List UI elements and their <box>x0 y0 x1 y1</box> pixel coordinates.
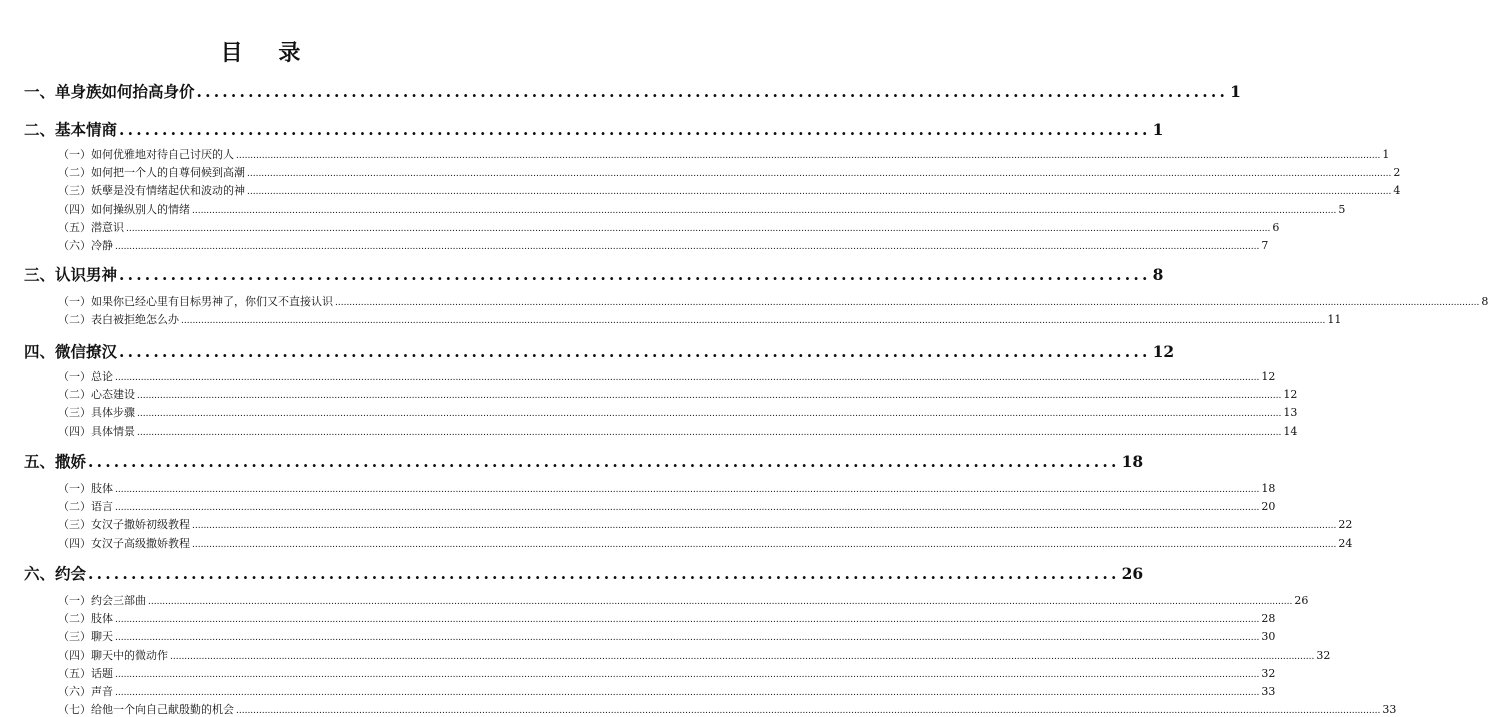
toc-subsection-entry[interactable] <box>58 311 1342 327</box>
toc-subsection-entry[interactable] <box>58 201 1346 217</box>
dot-leader: ................................................................................................................................................................................................................................................................................................................................................................................................................ <box>192 540 1337 550</box>
toc-subsection-entry-label: （二）语言 <box>58 500 113 513</box>
toc-subsection-entry-page-number: 7 <box>1261 239 1269 252</box>
toc-subsection-entry[interactable] <box>58 516 1353 532</box>
toc-subsection-entry-label: （五）潜意识 <box>58 221 124 234</box>
dot-leader: ................................................................................................................................................................................................................................................................................................................................................................................................................ <box>126 224 1271 234</box>
toc-subsection-entry[interactable] <box>58 683 1276 699</box>
dot-leader: ................................................................................................................................................................................................................................................................................................................................................................................................................ <box>247 169 1392 179</box>
toc-section-entry[interactable] <box>24 80 1241 102</box>
toc-subsection-entry-label: （一）如果你已经心里有目标男神了，你们又不直接认识 <box>58 295 333 308</box>
dot-leader: ........................................................................................................................ <box>196 82 1229 101</box>
toc-section-entry[interactable] <box>24 263 1164 285</box>
toc-subsection-entry-label: （一）如何优雅地对待自己讨厌的人 <box>58 148 234 161</box>
toc-subsection-entry-page-number: 2 <box>1393 166 1401 179</box>
toc-subsection-entry-label: （五）话题 <box>58 667 113 680</box>
toc-subsection-entry-page-number: 11 <box>1327 313 1342 326</box>
toc-subsection-entry[interactable] <box>58 535 1353 551</box>
toc-subsection-entry[interactable] <box>58 368 1276 384</box>
dot-leader: ................................................................................................................................................................................................................................................................................................................................................................................................................ <box>115 485 1260 495</box>
toc-title: 目 录 <box>220 40 315 66</box>
dot-leader: ................................................................................................................................................................................................................................................................................................................................................................................................................ <box>115 615 1260 625</box>
toc-section-entry-label: 六、约会 <box>24 564 87 583</box>
toc-subsection-entry[interactable] <box>58 610 1276 626</box>
toc-subsection-entry[interactable] <box>58 404 1298 420</box>
toc-section-entry-page-number: 12 <box>1152 342 1175 361</box>
toc-section-entry[interactable] <box>24 562 1144 584</box>
toc-subsection-entry-page-number: 12 <box>1283 388 1298 401</box>
toc-section-entry-page-number: 8 <box>1152 265 1164 284</box>
toc-subsection-entry-page-number: 18 <box>1261 482 1276 495</box>
dot-leader: ................................................................................................................................................................................................................................................................................................................................................................................................................ <box>115 373 1260 383</box>
toc-section-entry-page-number: 1 <box>1230 82 1241 101</box>
toc-subsection-entry-page-number: 4 <box>1393 184 1401 197</box>
toc-subsection-entry-label: （二）表白被拒绝怎么办 <box>58 313 179 326</box>
toc-subsection-entry[interactable] <box>58 182 1401 198</box>
toc-subsection-entry-page-number: 32 <box>1261 667 1276 680</box>
toc-subsection-entry[interactable] <box>58 386 1298 402</box>
dot-leader: ................................................................................................................................................................................................................................................................................................................................................................................................................ <box>192 206 1337 216</box>
toc-subsection-entry-label: （四）聊天中的微动作 <box>58 649 168 662</box>
toc-subsection-entry-page-number: 24 <box>1338 537 1353 550</box>
toc-subsection-entry[interactable] <box>58 498 1276 514</box>
toc-subsection-entry[interactable] <box>58 237 1269 253</box>
toc-subsection-entry-label: （六）冷静 <box>58 239 113 252</box>
toc-subsection-entry-label: （四）女汉子高级撒娇教程 <box>58 537 190 550</box>
toc-subsection-entry-label: （一）约会三部曲 <box>58 594 146 607</box>
toc-section-entry-page-number: 1 <box>1152 120 1164 139</box>
toc-subsection-entry[interactable] <box>58 701 1397 717</box>
toc-section-entry[interactable] <box>24 450 1144 472</box>
toc-subsection-entry-label: （二）肢体 <box>58 612 113 625</box>
toc-subsection-entry-page-number: 8 <box>1481 295 1488 308</box>
dot-leader: ................................................................................................................................................................................................................................................................................................................................................................................................................ <box>115 670 1260 680</box>
toc-subsection-entry-label: （二）心态建设 <box>58 388 135 401</box>
dot-leader: ................................................................................................................................................................................................................................................................................................................................................................................................................ <box>236 706 1381 716</box>
dot-leader: ........................................................................................................................ <box>88 452 1120 471</box>
toc-subsection-entry[interactable] <box>58 146 1390 162</box>
toc-subsection-entry-page-number: 22 <box>1338 518 1353 531</box>
dot-leader: ........................................................................................................................ <box>119 120 1151 139</box>
toc-subsection-entry-page-number: 14 <box>1283 425 1298 438</box>
dot-leader: ................................................................................................................................................................................................................................................................................................................................................................................................................ <box>181 316 1326 326</box>
toc-section-entry-page-number: 26 <box>1121 564 1144 583</box>
toc-subsection-entry-page-number: 28 <box>1261 612 1276 625</box>
toc-section-entry-label: 一、单身族如何抬高身价 <box>24 82 195 101</box>
toc-subsection-entry-page-number: 5 <box>1338 203 1346 216</box>
toc-subsection-entry-page-number: 26 <box>1294 594 1309 607</box>
dot-leader: ................................................................................................................................................................................................................................................................................................................................................................................................................ <box>115 242 1260 252</box>
toc-section-entry-page-number: 18 <box>1121 452 1144 471</box>
toc-subsection-entry-label: （三）妖孽是没有情绪起伏和波动的神 <box>58 184 245 197</box>
toc-subsection-entry-label: （四）具体情景 <box>58 425 135 438</box>
toc-subsection-entry[interactable] <box>58 665 1276 681</box>
toc-subsection-entry-page-number: 33 <box>1382 703 1397 716</box>
toc-subsection-entry-page-number: 33 <box>1261 685 1276 698</box>
toc-section-entry-label: 三、认识男神 <box>24 265 118 284</box>
dot-leader: ................................................................................................................................................................................................................................................................................................................................................................................................................ <box>137 409 1282 419</box>
toc-subsection-entry-label: （六）声音 <box>58 685 113 698</box>
dot-leader: ................................................................................................................................................................................................................................................................................................................................................................................................................ <box>137 428 1282 438</box>
dot-leader: ........................................................................................................................ <box>88 564 1120 583</box>
toc-subsection-entry-page-number: 32 <box>1316 649 1331 662</box>
toc-subsection-entry-page-number: 12 <box>1261 370 1276 383</box>
toc-section-entry-label: 二、基本情商 <box>24 120 118 139</box>
toc-subsection-entry[interactable] <box>58 423 1298 439</box>
toc-subsection-entry-label: （二）如何把一个人的自尊伺候到高潮 <box>58 166 245 179</box>
toc-subsection-entry-label: （三）聊天 <box>58 630 113 643</box>
toc-subsection-entry[interactable] <box>58 293 1488 309</box>
toc-subsection-entry-page-number: 30 <box>1261 630 1276 643</box>
toc-subsection-entry-label: （一）肢体 <box>58 482 113 495</box>
toc-subsection-entry-page-number: 20 <box>1261 500 1276 513</box>
toc-subsection-entry-label: （一）总论 <box>58 370 113 383</box>
toc-subsection-entry[interactable] <box>58 647 1331 663</box>
dot-leader: ................................................................................................................................................................................................................................................................................................................................................................................................................ <box>115 503 1260 513</box>
dot-leader: ................................................................................................................................................................................................................................................................................................................................................................................................................ <box>335 298 1480 308</box>
dot-leader: ................................................................................................................................................................................................................................................................................................................................................................................................................ <box>115 633 1260 643</box>
toc-section-entry[interactable] <box>24 340 1175 362</box>
toc-subsection-entry-label: （四）如何操纵别人的情绪 <box>58 203 190 216</box>
dot-leader: ................................................................................................................................................................................................................................................................................................................................................................................................................ <box>115 688 1260 698</box>
toc-section-entry-label: 四、微信撩汉 <box>24 342 118 361</box>
toc-subsection-entry[interactable] <box>58 592 1309 608</box>
dot-leader: ................................................................................................................................................................................................................................................................................................................................................................................................................ <box>170 652 1315 662</box>
dot-leader: ................................................................................................................................................................................................................................................................................................................................................................................................................ <box>137 391 1282 401</box>
toc-subsection-entry-label: （三）具体步骤 <box>58 406 135 419</box>
dot-leader: ................................................................................................................................................................................................................................................................................................................................................................................................................ <box>236 151 1381 161</box>
toc-subsection-entry-page-number: 13 <box>1283 406 1298 419</box>
toc-subsection-entry-page-number: 6 <box>1272 221 1280 234</box>
toc-subsection-entry[interactable] <box>58 164 1401 180</box>
dot-leader: ................................................................................................................................................................................................................................................................................................................................................................................................................ <box>247 187 1392 197</box>
toc-subsection-entry[interactable] <box>58 219 1280 235</box>
dot-leader: ................................................................................................................................................................................................................................................................................................................................................................................................................ <box>192 521 1337 531</box>
dot-leader: ........................................................................................................................ <box>119 342 1151 361</box>
dot-leader: ................................................................................................................................................................................................................................................................................................................................................................................................................ <box>148 597 1293 607</box>
toc-section-entry[interactable] <box>24 118 1164 140</box>
dot-leader: ........................................................................................................................ <box>119 265 1151 284</box>
toc-subsection-entry-label: （三）女汉子撒娇初级教程 <box>58 518 190 531</box>
toc-subsection-entry[interactable] <box>58 628 1276 644</box>
toc-subsection-entry-page-number: 1 <box>1382 148 1390 161</box>
toc-subsection-entry[interactable] <box>58 480 1276 496</box>
toc-section-entry-label: 五、撒娇 <box>24 452 87 471</box>
toc-subsection-entry-label: （七）给他一个向自己献殷勤的机会 <box>58 703 234 716</box>
